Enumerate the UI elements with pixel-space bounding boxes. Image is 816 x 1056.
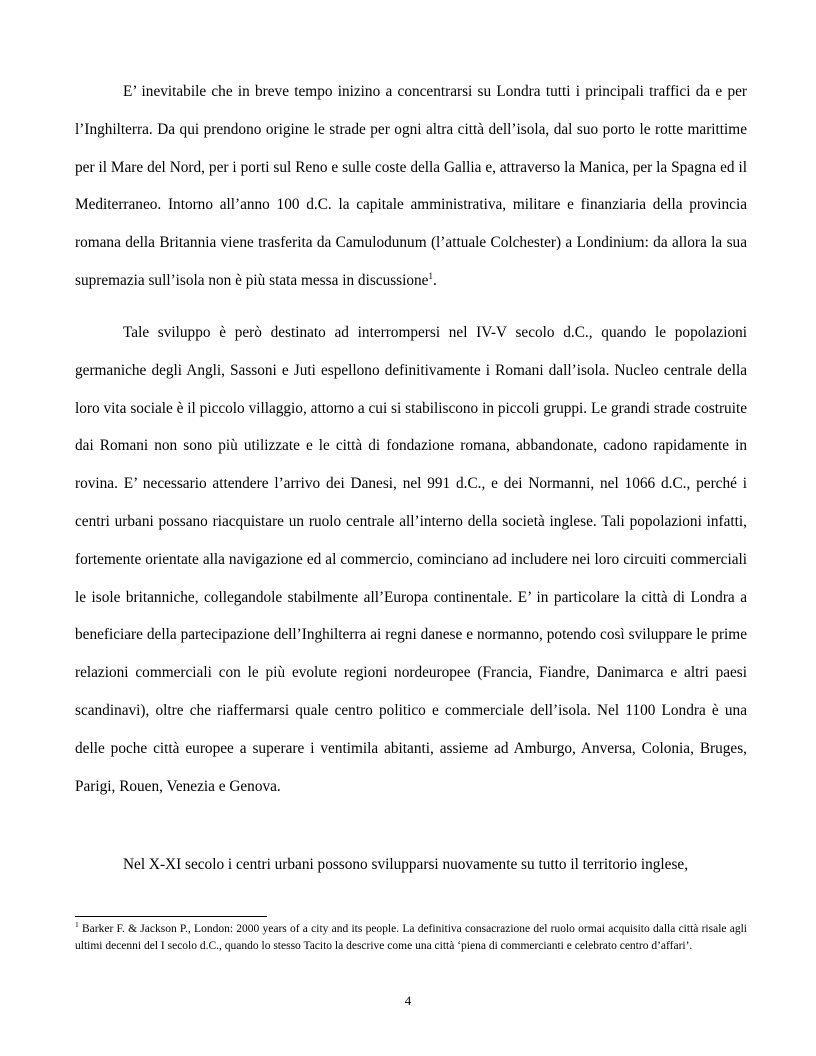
body-paragraph-2 xyxy=(75,314,747,805)
paragraph-2-text: Tale sviluppo è però destinato ad interrompersi nel IV-V secolo d.C., quando le popolazioni germaniche degli Angli, Sassoni e Juti espellono definitivamente i Romani dall’isola. Nucleo centrale della loro vita sociale è il piccolo villaggio, attorno a cui si stabiliscono in piccoli gruppi. Le grandi strade costruite dai Romani non sono più utilizzate e le città di fondazione romana, abbandonate, cadono rapidamente in rovina. E’ necessario attendere l’arrivo dei Danesi, nel 991 d.C., e dei Normanni, nel 1066 d.C., perché i centri urbani possano riacquistare un ruolo centrale all’interno della società inglese. Tali popolazioni infatti, fortemente orientate alla navigazione ed al commercio, cominciano ad includere nei loro circuiti commerciali le isole britanniche, collegandole stabilmente all’Europa continentale. E’ in particolare la città di Londra a beneficiare della partecipazione dell’Inghilterra ai regni danese e normanno, potendo così sviluppare le prime relazioni commerciali con le più evolute regioni nordeuropee (Francia, Fiandre, Danimarca e altri paesi scandinavi), oltre che riaffermarsi quale centro politico e commerciale dell’isola. Nel 1100 Londra è una delle poche città europee a superare i ventimila abitanti, assieme ad Amburgo, Anversa, Colonia, Bruges, Parigi, Rouen, Venezia e Genova. xyxy=(75,324,747,795)
footnote-separator xyxy=(75,916,267,917)
footnote-reference[interactable]: 1 xyxy=(428,270,433,281)
page-number: 4 xyxy=(404,993,412,1008)
body-paragraph-3 xyxy=(75,846,747,884)
footnote xyxy=(75,921,747,955)
footnote-text: Barker F. & Jackson P., London: 2000 years of a city and its people. La definitiva consacrazione del ruolo ormai acquisito dalla città risale agli ultimi decenni del I secolo d.C., quando lo stesso Tacito la descrive come una città ‘piena di commercianti e celebrato centro d’affari’. xyxy=(75,923,747,952)
paragraph-1-tail: . xyxy=(432,271,437,289)
paragraph-3-text: Nel X-XI secolo i centri urbani possono svilupparsi nuovamente su tutto il territorio inglese, xyxy=(123,856,689,873)
paragraph-1-text: E’ inevitabile che in breve tempo inizino a concentrarsi su Londra tutti i principali traffici da e per l’Inghilterra. Da qui prendono origine le strade per ogni altra città dell’isola, dal suo porto le rotte marittime per il Mare del Nord, per i porti sul Reno e sulle coste della Gallia e, attraverso la Manica, per la Spagna ed il Mediterraneo. Intorno all’anno 100 d.C. la capitale amministrativa, militare e finanziaria della provincia romana della Britannia viene trasferita da Camulodunum (l’attuale Colchester) a Londinium: da allora la sua supremazia sull’isola non è più stata messa in discussione xyxy=(75,83,747,289)
footnote-number: 1 xyxy=(75,920,79,930)
body-paragraph-1 xyxy=(75,73,747,300)
